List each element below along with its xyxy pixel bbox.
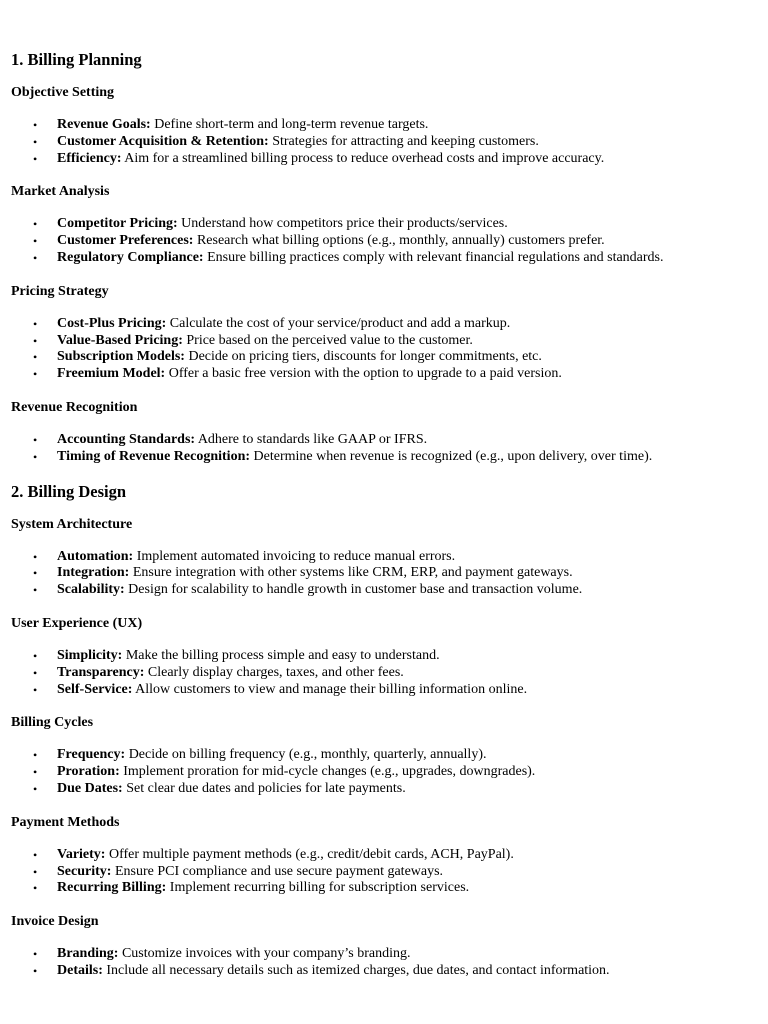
item-text: Ensure billing practices comply with relevant financial regulations and standards.: [203, 249, 664, 265]
bullet-icon: •: [33, 234, 38, 249]
subsection-heading: System Architecture: [11, 516, 133, 532]
item-label: Branding:: [57, 946, 119, 962]
item-label: Scalability:: [57, 582, 125, 598]
bullet-icon: •: [33, 765, 38, 780]
bullet-icon: •: [33, 881, 38, 896]
item-text: Implement proration for mid-cycle changes (e.g., upgrades, downgrades).: [119, 764, 536, 780]
list-item: [33, 332, 757, 350]
item-text: Make the billing process simple and easy to understand.: [122, 647, 440, 663]
item-text: Understand how competitors price their products/services.: [177, 216, 508, 232]
bullet-list: [11, 648, 757, 698]
bullet-icon: •: [33, 217, 38, 232]
bullet-icon: •: [33, 134, 38, 149]
item-text: Decide on billing frequency (e.g., monthly, quarterly, annually).: [125, 747, 487, 763]
item-text: Allow customers to view and manage their billing information online.: [132, 681, 528, 697]
list-item: [33, 681, 757, 699]
list-item: [33, 764, 757, 781]
item-text: Offer a basic free version with the option to upgrade to a paid version.: [165, 366, 562, 382]
item-label: Freemium Model:: [57, 366, 166, 382]
item-label: Variety:: [57, 846, 106, 862]
list-item: [33, 448, 757, 466]
bullet-list: [11, 549, 757, 599]
list-item: [33, 233, 757, 250]
bullet-icon: •: [33, 847, 38, 862]
bullet-icon: •: [33, 367, 38, 382]
bullet-icon: •: [33, 250, 38, 265]
subsection-heading: Revenue Recognition: [11, 399, 138, 415]
bullet-list: [11, 117, 757, 167]
bullet-icon: •: [33, 566, 38, 581]
item-label: Details:: [57, 962, 103, 978]
bullet-list: [11, 432, 757, 466]
item-text: Offer multiple payment methods (e.g., credit/debit cards, ACH, PayPal).: [105, 846, 514, 862]
item-text: Decide on pricing tiers, discounts for longer commitments, etc.: [184, 349, 542, 365]
item-label: Subscription Models:: [57, 349, 185, 365]
item-label: Cost-Plus Pricing:: [57, 315, 167, 331]
item-label: Security:: [57, 863, 112, 879]
bullet-list: [11, 847, 757, 897]
list-item: [33, 548, 757, 566]
bullet-icon: •: [33, 432, 38, 447]
subsection-heading: Pricing Strategy: [11, 283, 109, 299]
bullet-icon: •: [33, 947, 38, 962]
item-label: Integration:: [57, 565, 130, 581]
item-text: Implement automated invoicing to reduce manual errors.: [133, 548, 456, 564]
list-item: [33, 582, 757, 599]
item-label: Due Dates:: [57, 780, 123, 796]
item-text: Implement recurring billing for subscription services.: [166, 880, 470, 896]
item-text: Determine when revenue is recognized (e.g., upon delivery, over time).: [250, 448, 653, 464]
subsection-heading: Billing Cycles: [11, 715, 94, 731]
section-heading: 1. Billing Planning: [11, 50, 142, 69]
item-label: Accounting Standards:: [57, 431, 196, 447]
bullet-icon: •: [33, 682, 38, 697]
subsection-heading: Market Analysis: [11, 184, 110, 200]
item-label: Competitor Pricing:: [57, 216, 178, 232]
item-label: Recurring Billing:: [57, 880, 167, 896]
list-item: [33, 962, 757, 980]
list-item: [33, 846, 757, 864]
list-item: [33, 880, 757, 897]
item-text: Include all necessary details such as itemized charges, due dates, and contact information.: [102, 962, 610, 978]
bullet-icon: •: [33, 781, 38, 796]
item-text: Design for scalability to handle growth in customer base and transaction volume.: [124, 582, 583, 598]
bullet-icon: •: [33, 665, 38, 680]
list-item: [33, 863, 757, 881]
bullet-list: [11, 946, 757, 980]
list-item: [33, 780, 757, 798]
subsection-heading: User Experience (UX): [11, 615, 143, 631]
bullet-icon: •: [33, 583, 38, 598]
item-label: Self-Service:: [57, 681, 133, 697]
item-text: Ensure PCI compliance and use secure payment gateways.: [111, 863, 444, 879]
list-item: [33, 565, 757, 582]
item-text: Customize invoices with your company’s branding.: [118, 946, 411, 962]
bullet-icon: •: [33, 648, 38, 663]
bullet-icon: •: [33, 118, 38, 132]
list-item: [33, 664, 757, 682]
bullet-icon: •: [33, 748, 38, 763]
item-text: Set clear due dates and policies for late payments.: [122, 780, 406, 796]
item-label: Proration:: [57, 764, 120, 780]
list-item: [33, 133, 757, 151]
list-item: [33, 431, 757, 449]
section-billing-design: [11, 482, 757, 980]
item-text: Research what billing options (e.g., monthly, annually) customers prefer.: [193, 233, 605, 249]
item-label: Transparency:: [57, 664, 145, 680]
bullet-icon: •: [33, 963, 38, 978]
item-text: Calculate the cost of your service/product and add a markup.: [166, 315, 511, 331]
list-item: [33, 216, 757, 233]
item-label: Frequency:: [57, 747, 126, 763]
item-label: Simplicity:: [57, 647, 123, 663]
item-label: Customer Acquisition & Retention:: [57, 133, 269, 149]
item-text: Define short-term and long-term revenue targets.: [150, 117, 429, 132]
bullet-icon: •: [33, 449, 38, 464]
subsection-heading: Objective Setting: [11, 85, 115, 100]
bullet-icon: •: [33, 549, 38, 564]
item-label: Automation:: [57, 548, 134, 564]
item-label: Timing of Revenue Recognition:: [57, 448, 251, 464]
item-label: Value-Based Pricing:: [57, 332, 183, 348]
list-item: [33, 946, 757, 963]
list-item: [33, 366, 757, 383]
item-text: Strategies for attracting and keeping customers.: [268, 133, 539, 149]
list-item: [33, 117, 757, 134]
bullet-list: [11, 316, 757, 383]
subsection-heading: Invoice Design: [11, 914, 99, 930]
bullet-icon: •: [33, 151, 38, 166]
item-label: Regulatory Compliance:: [57, 249, 204, 265]
bullet-icon: •: [33, 333, 38, 348]
section-heading: 2. Billing Design: [11, 481, 127, 501]
list-item: [33, 747, 757, 764]
item-text: Aim for a streamlined billing process to reduce overhead costs and improve accuracy.: [121, 150, 605, 166]
bullet-icon: •: [33, 350, 38, 365]
item-text: Price based on the perceived value to the customer.: [182, 332, 473, 348]
list-item: [33, 150, 757, 168]
item-label: Revenue Goals:: [57, 117, 151, 132]
item-text: Clearly display charges, taxes, and other fees.: [144, 664, 404, 680]
subsection-heading: Payment Methods: [11, 814, 120, 830]
section-billing-planning: [11, 50, 757, 466]
bullet-icon: •: [33, 316, 38, 331]
bullet-icon: •: [33, 864, 38, 879]
list-item: [33, 315, 757, 333]
bullet-list: [11, 747, 757, 797]
list-item: [33, 349, 757, 366]
list-item: [33, 647, 757, 665]
item-text: Adhere to standards like GAAP or IFRS.: [195, 431, 428, 447]
item-label: Customer Preferences:: [57, 233, 194, 249]
item-text: Ensure integration with other systems like CRM, ERP, and payment gateways.: [129, 565, 573, 581]
item-label: Efficiency:: [57, 150, 122, 166]
list-item: [33, 249, 757, 267]
bullet-list: [11, 216, 757, 266]
